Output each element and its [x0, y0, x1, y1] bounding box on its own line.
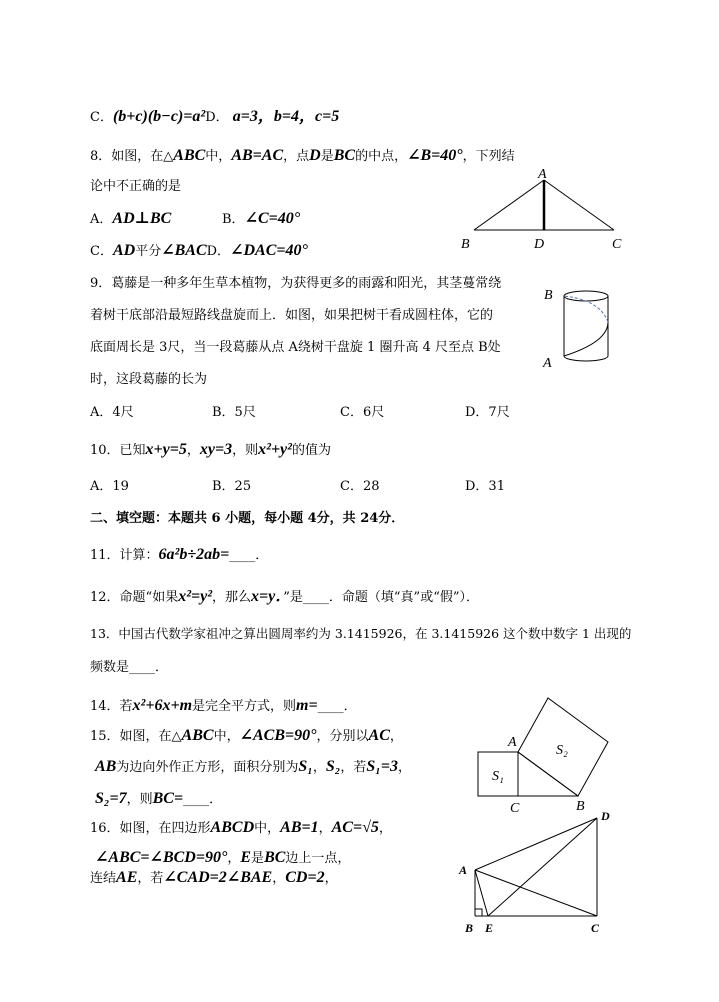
q8-side-ab: [474, 180, 544, 230]
q9-stem-line3: 底面周长是 3尺，当一段葛藤从点 A绕树干盘旋 1 圈升高 4 尺至点 B处: [90, 340, 501, 355]
q8-label-c: C: [612, 237, 622, 252]
q15-label-b: B: [576, 799, 585, 814]
q15-stem-line3: S₂=7，则BC=____．: [95, 790, 223, 807]
q16-right-angle-b: [475, 909, 482, 916]
q10-option-b: B．25: [212, 479, 252, 494]
q8-label-b: B: [461, 237, 470, 252]
q12-stem: 12．命题“如果x²=y²，那么x=y．”是____．命题（填“真”或“假”）．: [90, 588, 479, 605]
q9-cylinder-top: [564, 291, 608, 301]
q9-stem-line4: 时，这段葛藤的长为: [90, 372, 208, 387]
q10-stem: 10．已知x+y=5，xy=3，则x²+y²的值为: [90, 441, 331, 458]
q8-stem-line1: 8．如图，在△ABC中，AB=AC，点D是BC的中点，∠B=40°，下列结: [90, 147, 515, 164]
q9-option-b: B．5尺: [212, 405, 256, 420]
q10-option-c: C．28: [340, 479, 380, 494]
q9-option-c: C．6尺: [340, 405, 385, 420]
q16-label-d: D: [601, 809, 610, 823]
q8-label-a: A: [538, 167, 547, 182]
q16-segment-ed: [488, 818, 597, 916]
q9-stem-line1: 9．葛藤是一种多年生草本植物，为获得更多的雨露和阳光，其茎蔓常绕: [90, 276, 502, 291]
q13-stem-line2: 频数是____．: [90, 660, 169, 675]
q16-quadrilateral-figure: [455, 806, 625, 936]
q14-stem: 14．若x²+6x+m是完全平方式，则m=____．: [90, 697, 357, 714]
q16-label-e: E: [485, 921, 494, 935]
q15-label-a: A: [508, 735, 517, 750]
q9-option-d: D．7尺: [465, 405, 510, 420]
q8-stem-line2: 论中不正确的是: [90, 179, 182, 194]
q8-side-ac: [544, 180, 614, 230]
q9-label-a: A: [543, 356, 552, 371]
q15-label-s2: S₂: [556, 743, 568, 758]
q15-squares-figure: [470, 690, 640, 820]
q9-option-a: A．4尺: [90, 405, 134, 420]
q15-stem-line2: AB为边向外作正方形，面积分别为S₁，S₂，若S₁=3，: [95, 758, 411, 775]
q11-stem: 11．计算：6a²b÷2ab=____．: [90, 546, 269, 563]
q16-label-a: A: [459, 863, 468, 877]
q15-label-s1: S₁: [492, 769, 504, 784]
q16-stem-line1: 16．如图，在四边形ABCD中，AB=1，AC=√5，: [90, 819, 392, 836]
q8-triangle-figure: [456, 160, 636, 255]
q9-label-b: B: [544, 288, 553, 303]
q15-stem-line1: 15．如图，在△ABC中，∠ACB=90°，分别以AC，: [90, 727, 403, 744]
q8-option-cd: C．AD平分∠BACD．∠DAC=40°: [90, 242, 308, 259]
q9-cylinder-figure: [538, 282, 618, 372]
q9-stem-line2: 着树干底部沿最短路线盘旋而上．如图，如果把树干看成圆柱体，它的: [90, 308, 494, 323]
q8-label-d: D: [534, 237, 545, 252]
q7-option-cd: C．(b+c)(b−c)=a²D． a=3，b=4，c=5: [90, 108, 340, 125]
q9-vine-front: [564, 322, 608, 356]
q9-cylinder-bottom: [564, 356, 608, 361]
q16-stem-line2: ∠ABC=∠BCD=90°，E是BC边上一点，: [95, 849, 351, 866]
q16-label-b: B: [465, 921, 474, 935]
q15-label-c: C: [510, 801, 520, 816]
q16-label-c: C: [591, 921, 600, 935]
q8-option-b: B．∠C=40°: [222, 210, 301, 227]
q8-option-a: A．AD⊥BC: [90, 210, 172, 227]
q10-option-d: D．31: [465, 479, 505, 494]
section-2-heading: 二、填空题：本题共 6 小题，每小题 4分，共 24分．: [90, 511, 405, 526]
q13-stem-line1: 13．中国古代数学家祖冲之算出圆周率约为 3.1415926，在 3.1415926 这个数中数字 1 出现的: [90, 626, 632, 641]
q16-stem-line3: 连结AE，若∠CAD=2∠BAE，CD=2，: [90, 869, 338, 886]
q16-diagonal-ac: [475, 870, 597, 916]
q10-option-a: A．19: [90, 479, 129, 494]
q16-side-ad: [475, 818, 597, 870]
